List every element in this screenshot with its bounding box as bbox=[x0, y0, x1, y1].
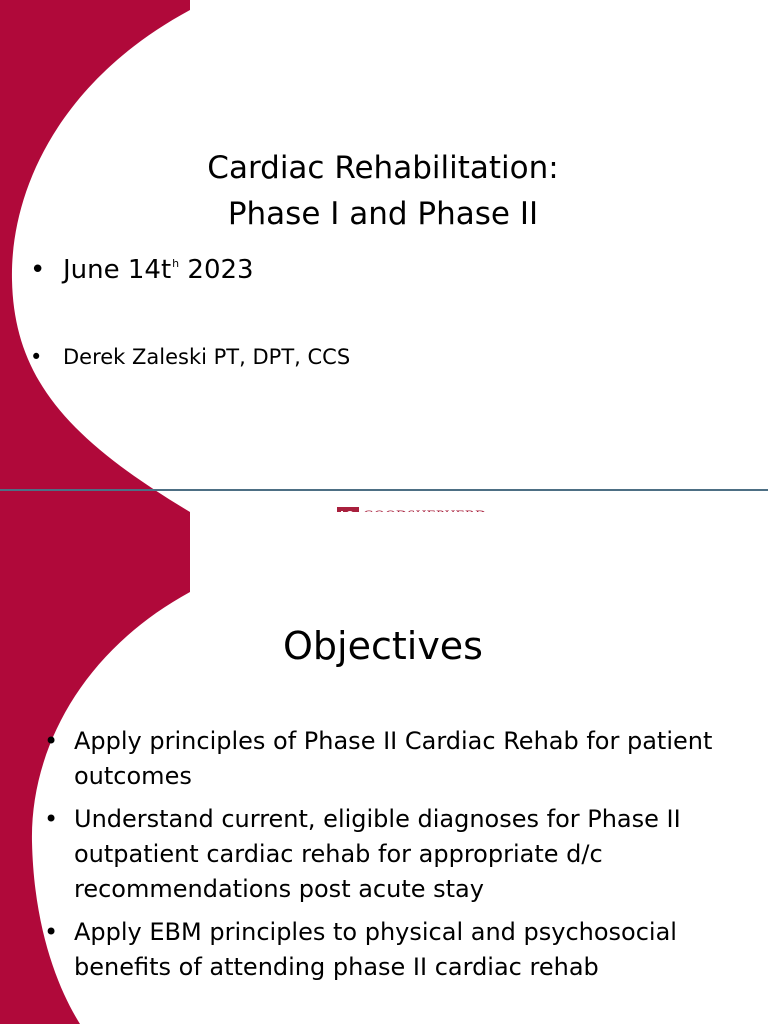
date-text bbox=[63, 255, 254, 285]
divider-line bbox=[0, 489, 768, 491]
title-line-2: Phase I and Phase II bbox=[227, 196, 539, 232]
objective-item bbox=[44, 724, 724, 794]
objective-item bbox=[44, 915, 724, 985]
objectives-list bbox=[44, 724, 724, 993]
presenter-name: Derek Zaleski PT, DPT, CCS bbox=[63, 345, 351, 369]
bullet-marker: • bbox=[44, 805, 59, 833]
bullet-marker: • bbox=[44, 727, 59, 755]
title-line-1: Cardiac Rehabilitation: bbox=[207, 150, 559, 186]
date-year: 2023 bbox=[187, 255, 254, 285]
date-main: June 14t bbox=[63, 255, 172, 285]
objective-text: Apply EBM principles to physical and psychosocial benefits of attending phase II cardiac rehab bbox=[74, 918, 677, 981]
objectives-slide bbox=[0, 512, 768, 1024]
title-bullets bbox=[30, 255, 630, 369]
bullet-marker: • bbox=[44, 918, 59, 946]
slide-title bbox=[140, 145, 626, 237]
objective-text: Understand current, eligible diagnoses for Phase II outpatient cardiac rehab for appropriate d/c recommendations post acute stay bbox=[74, 805, 681, 903]
objective-text: Apply principles of Phase II Cardiac Rehab for patient outcomes bbox=[74, 727, 713, 790]
bullet-marker: • bbox=[30, 255, 46, 285]
date-superscript: h bbox=[172, 257, 180, 270]
date-bullet bbox=[30, 255, 630, 285]
bullet-marker: • bbox=[30, 345, 43, 369]
slide-title: Objectives bbox=[283, 624, 483, 668]
presenter-bullet bbox=[30, 345, 630, 369]
objective-item bbox=[44, 802, 724, 907]
